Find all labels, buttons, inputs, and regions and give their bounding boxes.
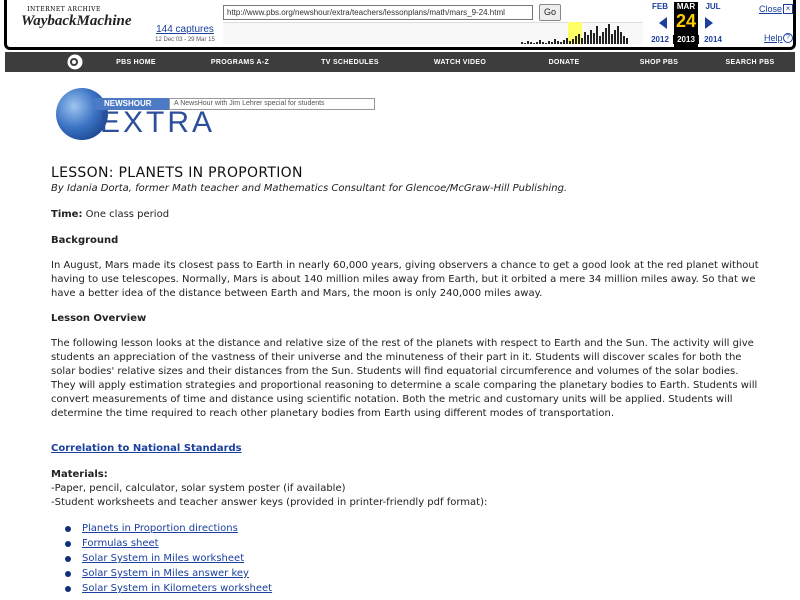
background-text: In August, Mars made its closest pass to Earth in nearly 60,000 years, giving observers a chance to get a good look at the red planet without having to use telescopes. Normally, Mars is about 140 million miles away from Earth, but it orbited a mere 34 million miles away. So that we have a better idea of the distance between Earth and Mars, the moon is only 240,000 miles away.: [51, 260, 759, 299]
material-link[interactable]: Solar System in Miles worksheet: [82, 553, 245, 564]
nav-watch-video[interactable]: WATCH VIDEO: [433, 58, 487, 66]
materials-line-1: -Paper, pencil, calculator, solar system poster (if available): [51, 483, 346, 494]
current-month: MAR: [674, 2, 698, 48]
time-value: One class period: [85, 209, 170, 220]
sparkline-bar: [584, 32, 586, 44]
sparkline-bar: [593, 33, 595, 44]
capture-sparkline[interactable]: [223, 22, 643, 44]
overview-text: The following lesson looks at the distance and relative size of the rest of the planets with respect to Earth and the Sun. The activity will give students an appreciation of the vastness of their universe and the minuteness of their part in it. Students will discover scales for both the solar bodies' relative sizes and their distances from the Sun. Students will find equatorial circumference and volumes of the solar bodies. They will apply estimation strategies and proportional reasoning to determine a scale comparing the planetary bodies to Earth. Students will convert measurements of time and distance using scientific notation. Both the metric and customary units will be applied. Students will determine the time required to reach other planetary bodies from Earth using different modes of transportation.: [51, 338, 758, 419]
sparkline-bar: [623, 36, 625, 44]
sparkline-bar: [527, 41, 529, 44]
nav-pbs-home[interactable]: PBS HOME: [116, 58, 156, 66]
sparkline-bar: [587, 35, 589, 44]
sparkline-bar: [548, 41, 550, 44]
bullet-icon: [65, 526, 71, 532]
pbs-logo-icon[interactable]: [65, 52, 85, 72]
nav-shop-pbs[interactable]: SHOP PBS: [639, 58, 679, 66]
sparkline-bar: [533, 43, 535, 44]
sparkline-bar: [608, 24, 610, 44]
sparkline-bar: [596, 26, 598, 44]
prev-month-link[interactable]: FEB: [652, 2, 668, 11]
sparkline-bar: [578, 34, 580, 44]
sparkline-bar: [524, 43, 526, 44]
material-link[interactable]: Solar System in Kilometers worksheet: [82, 583, 273, 594]
bullet-icon: [65, 571, 71, 577]
bullet-icon: [65, 586, 71, 592]
nav-programs-a-z[interactable]: PROGRAMS A-Z: [210, 58, 270, 66]
time-label: Time:: [51, 209, 83, 220]
newshour-label: NEWSHOUR: [94, 98, 169, 110]
nav-tv-schedules[interactable]: TV SCHEDULES: [321, 58, 379, 66]
sparkline-bar: [626, 38, 628, 44]
wayback-logo[interactable]: [21, 6, 132, 40]
time-line: [51, 208, 766, 222]
lesson-byline: By Idania Dorta, former Math teacher and Mathematics Consultant for Glencoe/McGraw-Hill Publishing.: [51, 183, 568, 194]
sparkline-bar: [563, 40, 565, 44]
sparkline-bar: [617, 26, 619, 44]
sparkline-bar: [551, 42, 553, 44]
material-link[interactable]: Formulas sheet: [82, 538, 159, 549]
bullet-icon: [65, 541, 71, 547]
sparkline-bar: [557, 41, 559, 44]
header-tagline: A NewsHour with Jim Lehrer special for students: [169, 98, 375, 110]
wayback-captures: [139, 24, 231, 43]
list-item: [65, 566, 272, 581]
nav-donate[interactable]: DONATE: [548, 58, 580, 66]
material-link[interactable]: Planets in Proportion directions: [82, 523, 238, 534]
sparkline-bar: [560, 42, 562, 44]
nav-search-pbs[interactable]: SEARCH PBS: [725, 58, 775, 66]
close-icon[interactable]: ×: [783, 4, 793, 14]
sparkline-bar: [530, 42, 532, 44]
sparkline-bar: [620, 32, 622, 44]
newshour-extra-logo[interactable]: [52, 84, 382, 144]
background-heading: Background: [51, 235, 119, 246]
list-item: [65, 536, 272, 551]
prev-year-link[interactable]: 2012: [651, 35, 669, 44]
sparkline-bar: [581, 38, 583, 44]
sparkline-bar: [554, 39, 556, 44]
materials-heading: Materials:: [51, 469, 108, 480]
next-month-link[interactable]: JUL: [705, 2, 721, 11]
materials-line-2: -Student worksheets and teacher answer keys (provided in printer-friendly pdf format):: [51, 497, 488, 508]
material-link[interactable]: Solar System in Miles answer key: [82, 568, 249, 579]
sparkline-bar: [611, 34, 613, 44]
current-day: 24: [675, 11, 697, 31]
sparkline-bar: [599, 36, 601, 44]
wayback-toolbar: [4, 0, 796, 50]
sparkline-bar: [605, 28, 607, 44]
captures-link[interactable]: 144 captures: [156, 24, 214, 35]
help-icon[interactable]: ?: [783, 33, 793, 43]
prev-capture-arrow-icon[interactable]: [659, 17, 667, 29]
standards-link[interactable]: Correlation to National Standards: [51, 443, 242, 454]
list-item: [65, 581, 272, 596]
captures-range: 12 Dec 03 - 29 Mar 15: [155, 37, 215, 43]
bullet-icon: [65, 556, 71, 562]
wayback-url-input[interactable]: http://www.pbs.org/newshour/extra/teachers/lessonplans/math/mars_9-24.html: [223, 5, 533, 20]
close-link[interactable]: Close: [759, 4, 783, 14]
wayback-go-button[interactable]: Go: [539, 4, 561, 21]
sparkline-bar: [575, 36, 577, 44]
next-year-link[interactable]: 2014: [704, 35, 722, 44]
sparkline-bar: [542, 42, 544, 44]
wayback-logo-text: WaybackMachine: [21, 13, 132, 29]
sparkline-bar: [602, 32, 604, 44]
sparkline-bar: [572, 39, 574, 44]
wayback-calendar-nav: [647, 0, 727, 46]
sparkline-bar: [521, 42, 523, 44]
sparkline-bar: [545, 43, 547, 44]
materials-list: [65, 521, 272, 596]
sparkline-bar: [536, 42, 538, 44]
sparkline-bar: [539, 40, 541, 44]
sparkline-bar: [590, 30, 592, 44]
list-item: [65, 551, 272, 566]
list-item: [65, 521, 272, 536]
next-capture-arrow-icon[interactable]: [705, 17, 713, 29]
overview-heading: Lesson Overview: [51, 313, 147, 324]
wayback-logo-top: INTERNET ARCHIVE: [27, 6, 101, 13]
sparkline-bar: [614, 30, 616, 44]
page-title: LESSON: PLANETS IN PROPORTION: [51, 165, 303, 181]
sparkline-bar: [569, 41, 571, 44]
extra-wordmark: EXTRA: [100, 106, 216, 139]
current-year: 2013: [673, 35, 699, 44]
sparkline-bar: [566, 38, 568, 44]
pbs-nav-bar: [5, 52, 795, 72]
help-link[interactable]: Help: [764, 33, 783, 43]
